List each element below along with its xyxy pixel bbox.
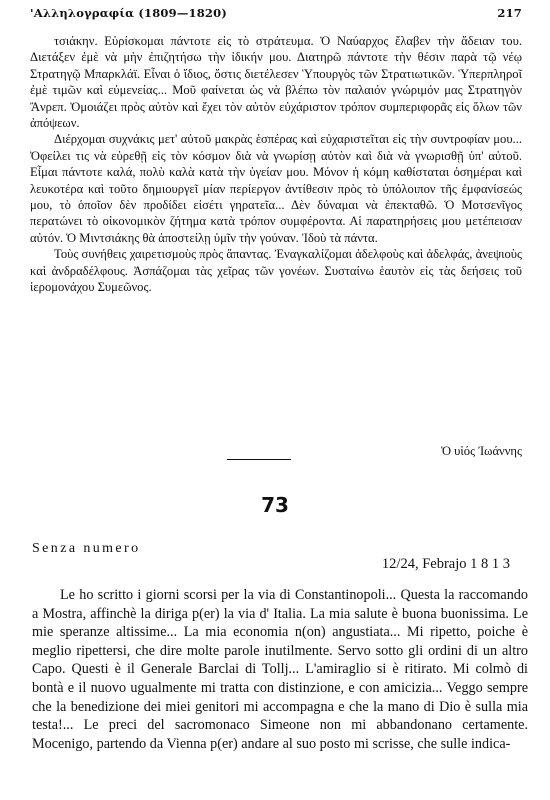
greek-letter-body bbox=[30, 33, 522, 296]
letter-number: 73 bbox=[261, 493, 289, 517]
letter-date: 12/24, Febrajo 1 8 1 3 bbox=[381, 556, 510, 572]
greek-paragraph: Διέρχομαι συχνάκις μετ' αὐτοῦ μακρὰς ἑσπέρας καὶ εὐχαριστεῖται εἰς τὴν συντροφίαν μου... Ὀφείλει τις νὰ εὑρεθῇ εἰς τὸν κόσμον διὰ νὰ γνωρίσῃ αὐτὸν καὶ διὰ νὰ γνωρισθῇ ὑπ' αὐτοῦ. Εἶμαι πάντοτε καλά, πολὺ καλὰ κατὰ τὴν ὑγείαν μου. Μόνον ἡ κόμη καθίσταται ὀσημέραι καὶ λευκοτέρα καὶ τοῦτο δημιουργεῖ μίαν περίεργον ἀντίθεσιν πρὸς τὸ ὑπόλοιπον τῆς ἐμφανίσεώς μου, τὸ ὁποῖον δὲν προδίδει εἰσέτι γηρατεῖα... Δὲν δύναμαι νὰ ἐπεκταθῶ. Ὁ Μοτσενῖγος περατώνει τὸ οἰκονομικὸν ζήτημα κατὰ τρόπον συμφέροντα. Αἱ παρατηρήσεις μου μετέπεισαν αὐτόν. Ὁ Μιντσιάκης θὰ ἀποστείλῃ ὑμῖν τὴν γούναν. Ἰδοὺ τὰ πάντα. bbox=[30, 132, 522, 245]
italian-paragraph: Le ho scritto i giorni scorsi per la via di Constantinopoli... Questa la raccomando a Mostra, affinchè la diriga p(er) la via d' Italia. La mia salute è buona buonissima. Le mie speranze altissime... La mia economia n(on) angustiata... Mi ripetto, poiche è meglio ripettersi, che dire molte parole inutilmente. Servo sotto gli ordini di un altro Capo. Questi è il Generale Barclai di Tollj... L'amiraglio si è ritirato. Mi colmò di bontà e il nuovo ugualmente mi tratta con distinzione, e con amicizia... Veggo sempre che la benedizione dei miei genitori mi accompagna e che la mano di Dio è sulla mia testa!... Le preci del sacromonaco Simeone non mi abbandonano certamente. Mocenigo, partendo da Vienna p(er) andare al suo posto mi scrisse, che sulle indica- bbox=[32, 587, 528, 752]
running-title: 'Αλληλογραφία (1809—1820) bbox=[30, 6, 227, 20]
greek-signature: Ὁ υἱός Ἰωάννης bbox=[441, 444, 522, 458]
greek-paragraph: Τοὺς συνήθεις χαιρετισμοὺς πρὸς ἅπαντας. Ἐναγκαλίζομαι ἀδελφοὺς καὶ ἀδελφάς, ἀνεψιοὺς καὶ ἀνδραδέλφους. Ἀσπάζομαι τὰς χεῖρας τῶν γονέων. Συσταίνω ἑαυτὸν εἰς τὰς δεήσεις τοῦ ἱερομονάχου Συμεῶνος. bbox=[30, 247, 522, 295]
page-header bbox=[30, 6, 522, 20]
greek-paragraph: τσιάκην. Εὑρίσκομαι πάντοτε εἰς τὸ στράτευμα. Ὁ Ναύαρχος ἔλαβεν τὴν ἄδειαν του. Διετάξεν ἐμὲ νὰ μὴν ἐπιζητήσω τὴν ἰδικήν μου. Διατηρῶ πάντοτε τὴν θέσιν παρὰ τῷ νέῳ Στρατηγῷ Μπαρκλάϊ. Εἶναι ὁ ἴδιος, ὅστις διετέλεσεν Ὑπουργὸς τῶν Στρατιωτικῶν. Ὑπερπληροῖ ἐμὲ τιμῶν καὶ εὐμενείας... Μοῦ φαίνεται ὡς νὰ βλέπω τὸν παλαιόν γνώριμόν μας Στρατηγὸν Ἄνρεπ. Ὁμοιάζει πρὸς αὐτὸν καὶ ἔχει τὸν αὐτὸν εὐχάριστον τρόπον συμπεριφορᾶς εἰς ὅλων τῶν ἀπόψεων. bbox=[30, 34, 522, 131]
page-number: 217 bbox=[497, 6, 522, 20]
italian-letter-body bbox=[32, 586, 528, 753]
letter-sender-line: Senza numero bbox=[32, 541, 141, 556]
section-divider bbox=[227, 459, 291, 460]
